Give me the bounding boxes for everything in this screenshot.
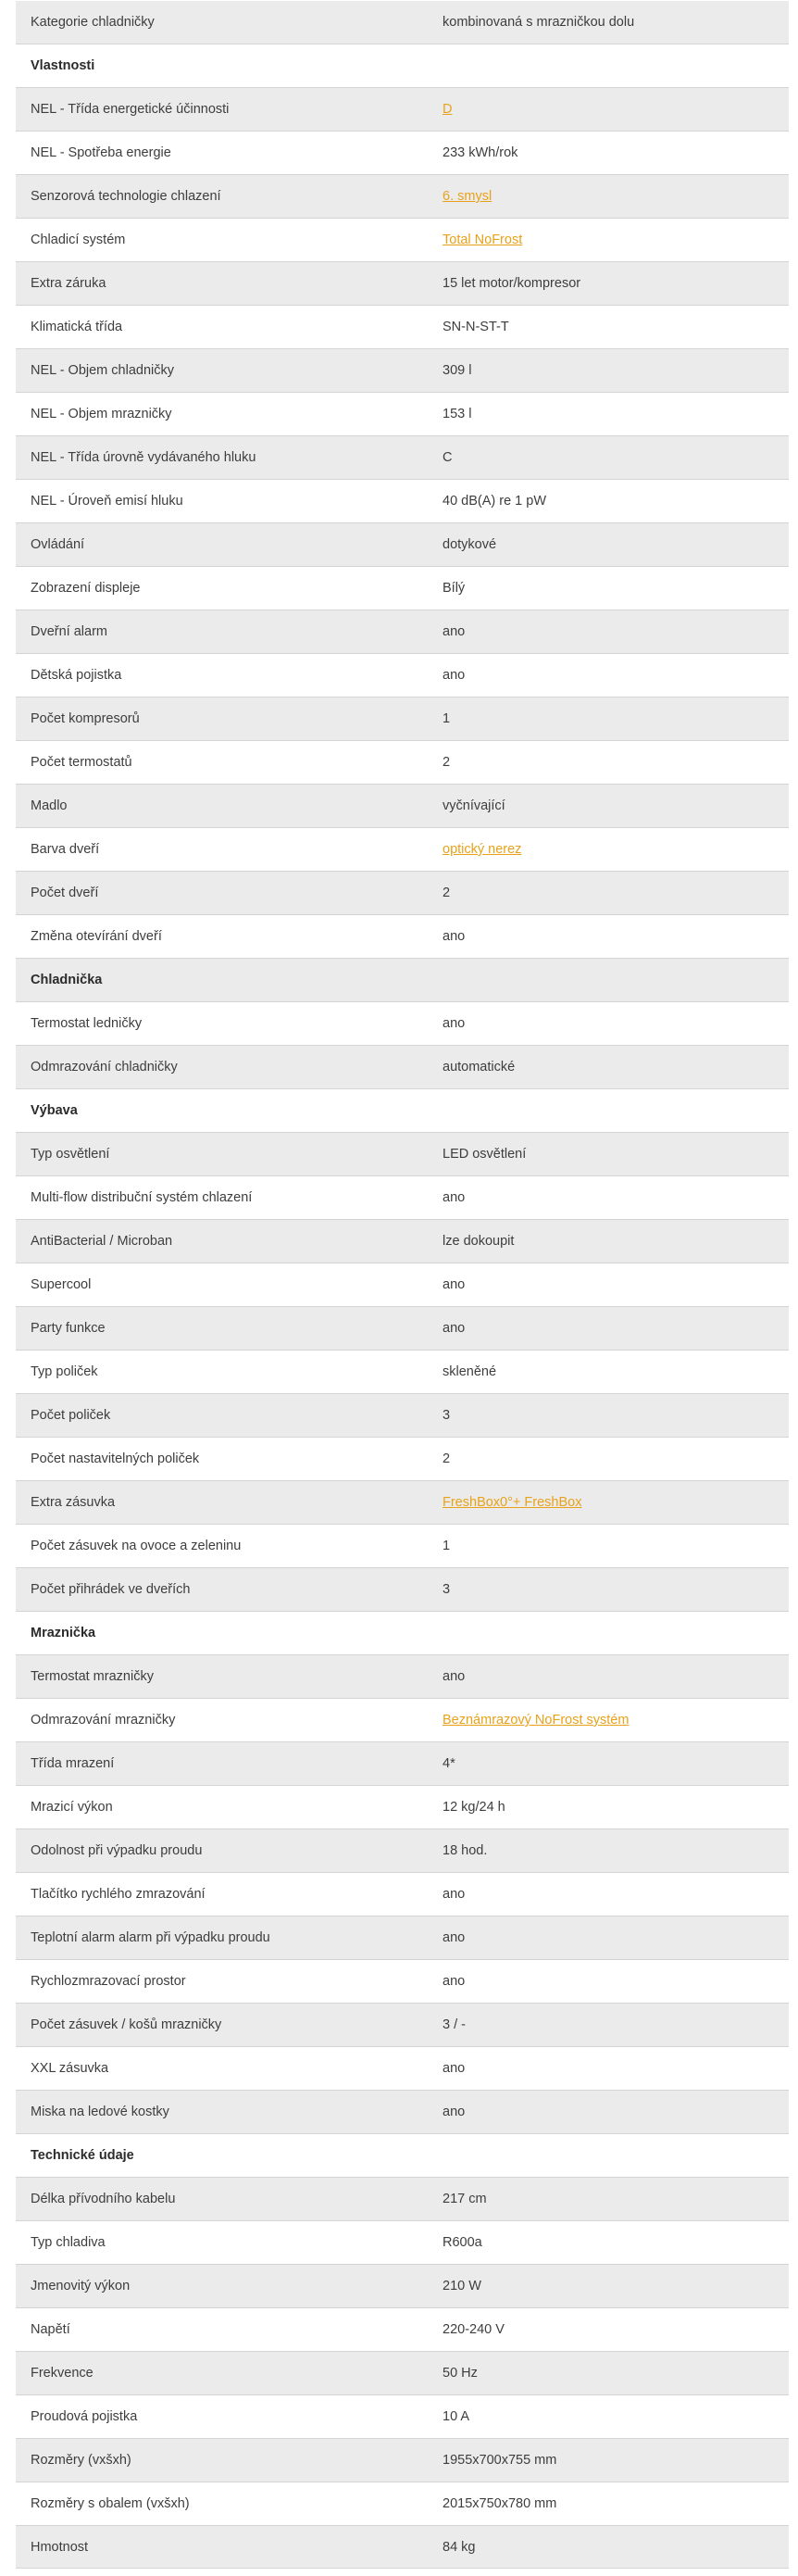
spec-row (16, 1786, 789, 1829)
spec-value: 3 (443, 1582, 451, 1597)
spec-value-link[interactable]: Total NoFrost (443, 232, 523, 247)
spec-label: Počet zásuvek / košů mrazničky (31, 2017, 222, 2032)
spec-label: Mrazicí výkon (31, 1800, 113, 1815)
spec-value-link[interactable]: FreshBox0°+ FreshBox (443, 1495, 582, 1510)
spec-label: Tlačítko rychlého zmrazování (31, 1887, 206, 1902)
spec-label: Typ osvětlení (31, 1147, 110, 1162)
spec-value-cell (443, 320, 789, 334)
spec-value-cell (443, 2061, 789, 2076)
spec-label: Rychlozmrazovací prostor (31, 1974, 186, 1989)
spec-row (16, 1438, 789, 1481)
spec-value-cell (443, 1364, 789, 1379)
spec-value-cell (443, 189, 789, 204)
spec-value: ano (443, 668, 466, 683)
spec-row (16, 1220, 789, 1263)
spec-value: kombinovaná s mrazničkou dolu (443, 15, 635, 30)
spec-value: 210 W (443, 2279, 481, 2293)
spec-row (16, 1655, 789, 1699)
spec-value: ano (443, 1669, 466, 1684)
specification-table (16, 1, 789, 2569)
spec-row (16, 1394, 789, 1438)
section-header (16, 1612, 789, 1655)
spec-value-cell (443, 1234, 789, 1249)
spec-value-cell (443, 494, 789, 509)
spec-row (16, 523, 789, 567)
spec-row (16, 2178, 789, 2221)
spec-value-cell (443, 929, 789, 944)
section-title: Technické údaje (31, 2148, 134, 2163)
spec-value-cell (443, 2105, 789, 2119)
spec-label: NEL - Spotřeba energie (31, 145, 171, 160)
spec-label: Termostat mrazničky (31, 1669, 154, 1684)
spec-value: vyčnívající (443, 798, 505, 813)
spec-value: 1955x700x755 mm (443, 2453, 557, 2468)
spec-value-cell (443, 2322, 789, 2337)
spec-value-cell (443, 624, 789, 639)
spec-value-cell (443, 1451, 789, 1466)
spec-value-cell (443, 2279, 789, 2293)
spec-value: 2 (443, 886, 451, 900)
spec-value-cell (443, 1974, 789, 1989)
spec-label: Třída mrazení (31, 1756, 115, 1771)
spec-label: Odmrazování chladničky (31, 1060, 178, 1074)
spec-label: Party funkce (31, 1321, 106, 1336)
spec-row (16, 132, 789, 175)
spec-label: Počet kompresorů (31, 711, 140, 726)
spec-label: NEL - Objem chladničky (31, 363, 174, 378)
spec-row (16, 741, 789, 785)
spec-row (16, 1525, 789, 1568)
spec-value-cell (443, 1147, 789, 1162)
spec-value-link[interactable]: D (443, 102, 453, 117)
spec-value: lze dokoupit (443, 1234, 515, 1249)
spec-value-cell (443, 711, 789, 726)
spec-label: Odolnost při výpadku proudu (31, 1843, 203, 1858)
spec-value: 220-240 V (443, 2322, 505, 2337)
spec-value-cell (443, 886, 789, 900)
spec-label: Dveřní alarm (31, 624, 107, 639)
spec-label: NEL - Třída úrovně vydávaného hluku (31, 450, 256, 465)
spec-label: Frekvence (31, 2366, 94, 2381)
spec-label: Zobrazení displeje (31, 581, 141, 596)
spec-row (16, 1829, 789, 1873)
spec-value: 2015x750x780 mm (443, 2496, 557, 2511)
spec-value: 18 hod. (443, 1843, 488, 1858)
spec-value-cell (443, 232, 789, 247)
spec-value: ano (443, 1190, 466, 1205)
spec-row (16, 1002, 789, 1046)
spec-row (16, 1481, 789, 1525)
spec-row (16, 1176, 789, 1220)
spec-label: NEL - Úroveň emisí hluku (31, 494, 183, 509)
spec-value: 2 (443, 755, 451, 770)
spec-value-cell (443, 1713, 789, 1728)
spec-value-cell (443, 842, 789, 857)
spec-value-link[interactable]: Beznámrazový NoFrost systém (443, 1713, 630, 1728)
spec-row (16, 2395, 789, 2439)
spec-value: Bílý (443, 581, 466, 596)
spec-value-cell (443, 407, 789, 421)
spec-row (16, 436, 789, 480)
spec-label: Dětská pojistka (31, 668, 122, 683)
spec-row (16, 567, 789, 610)
spec-value-cell (443, 2409, 789, 2424)
section-title: Mraznička (31, 1626, 96, 1640)
spec-value: ano (443, 1930, 466, 1945)
spec-row (16, 1046, 789, 1089)
spec-value-cell (443, 755, 789, 770)
spec-value-cell (443, 1930, 789, 1945)
spec-value-cell (443, 1321, 789, 1336)
spec-label: Extra záruka (31, 276, 106, 291)
spec-label: Počet nastavitelných poliček (31, 1451, 200, 1466)
spec-label: Počet termostatů (31, 755, 132, 770)
spec-value-cell (443, 363, 789, 378)
spec-label: Teplotní alarm alarm při výpadku proudu (31, 1930, 270, 1945)
spec-row (16, 785, 789, 828)
spec-label: Proudová pojistka (31, 2409, 138, 2424)
spec-row (16, 2221, 789, 2265)
section-title: Vlastnosti (31, 58, 95, 73)
spec-value-cell (443, 1495, 789, 1510)
spec-value-cell (443, 2235, 789, 2250)
spec-value: 3 / - (443, 2017, 466, 2032)
spec-row (16, 262, 789, 306)
section-title: Výbava (31, 1103, 78, 1118)
spec-value-cell (443, 276, 789, 291)
spec-label: NEL - Objem mrazničky (31, 407, 172, 421)
spec-value-cell (443, 2192, 789, 2206)
section-header (16, 2134, 789, 2178)
spec-row (16, 1263, 789, 1307)
spec-label: Multi-flow distribuční systém chlazení (31, 1190, 253, 1205)
spec-label: Typ chladiva (31, 2235, 106, 2250)
spec-value: 1 (443, 711, 451, 726)
spec-row (16, 872, 789, 915)
spec-value-cell (443, 1277, 789, 1292)
spec-row (16, 349, 789, 393)
spec-value: ano (443, 1887, 466, 1902)
spec-value: LED osvětlení (443, 1147, 527, 1162)
spec-row (16, 2526, 789, 2569)
spec-value: ano (443, 1277, 466, 1292)
spec-value-link[interactable]: 6. smysl (443, 189, 493, 204)
spec-row (16, 915, 789, 959)
spec-value-cell (443, 1190, 789, 1205)
spec-value: 15 let motor/kompresor (443, 276, 581, 291)
spec-row (16, 697, 789, 741)
spec-value-cell (443, 581, 789, 596)
spec-label: Hmotnost (31, 2539, 89, 2555)
spec-row (16, 1351, 789, 1394)
spec-label: Barva dveří (31, 842, 100, 857)
spec-value-cell (443, 1016, 789, 1031)
spec-row (16, 219, 789, 262)
spec-value-cell (443, 1887, 789, 1902)
spec-value-cell (443, 2017, 789, 2032)
spec-value: 4* (443, 1756, 455, 1771)
spec-label: Kategorie chladničky (31, 15, 155, 30)
section-header (16, 959, 789, 1002)
section-header (16, 1089, 789, 1133)
spec-label: Délka přívodního kabelu (31, 2192, 176, 2206)
spec-row (16, 2352, 789, 2395)
spec-value: 2 (443, 1451, 451, 1466)
spec-value: 1 (443, 1539, 451, 1553)
spec-row (16, 1568, 789, 1612)
section-title: Chladnička (31, 973, 103, 987)
spec-value-cell (443, 2453, 789, 2468)
spec-label: Napětí (31, 2322, 70, 2337)
spec-value: skleněné (443, 1364, 497, 1379)
spec-label: Typ poliček (31, 1364, 98, 1379)
spec-value-cell (443, 1060, 789, 1074)
spec-label: Extra zásuvka (31, 1495, 116, 1510)
spec-value-cell (443, 15, 789, 30)
spec-row (16, 828, 789, 872)
spec-label: Odmrazování mrazničky (31, 1713, 176, 1728)
spec-label: Termostat ledničky (31, 1016, 143, 1031)
spec-value-cell (443, 2496, 789, 2511)
spec-value-link[interactable]: optický nerez (443, 842, 522, 857)
spec-value: ano (443, 1016, 466, 1031)
spec-row (16, 306, 789, 349)
spec-value: ano (443, 1974, 466, 1989)
spec-value: 309 l (443, 363, 472, 378)
spec-row (16, 1916, 789, 1960)
spec-row (16, 480, 789, 523)
spec-value: 10 A (443, 2409, 470, 2424)
spec-value: ano (443, 929, 466, 944)
spec-value-cell (443, 1756, 789, 1771)
spec-row (16, 88, 789, 132)
spec-row (16, 654, 789, 697)
spec-label: Chladicí systém (31, 232, 126, 247)
spec-value-cell (443, 450, 789, 465)
spec-value: 12 kg/24 h (443, 1800, 505, 1815)
spec-row (16, 2482, 789, 2526)
spec-label: NEL - Třída energetické účinnosti (31, 102, 230, 117)
spec-value: automatické (443, 1060, 516, 1074)
spec-value: 40 dB(A) re 1 pW (443, 494, 547, 509)
spec-value: R600a (443, 2235, 482, 2250)
spec-label: Ovládání (31, 537, 85, 552)
spec-value-cell (443, 1843, 789, 1858)
spec-label: Rozměry s obalem (vxšxh) (31, 2496, 190, 2511)
spec-value-cell (443, 2366, 789, 2381)
spec-label: Senzorová technologie chlazení (31, 189, 221, 204)
spec-value-cell (443, 102, 789, 117)
spec-value: ano (443, 1321, 466, 1336)
spec-value: dotykové (443, 537, 497, 552)
spec-row (16, 1133, 789, 1176)
spec-label: Počet přihrádek ve dveřích (31, 1582, 191, 1597)
spec-label: Klimatická třída (31, 320, 123, 334)
spec-label: Miska na ledové kostky (31, 2105, 169, 2119)
spec-value-cell (443, 668, 789, 683)
spec-value: SN-N-ST-T (443, 320, 509, 334)
spec-row (16, 1873, 789, 1916)
spec-row (16, 2439, 789, 2482)
spec-label: Jmenovitý výkon (31, 2279, 131, 2293)
spec-value: 3 (443, 1408, 451, 1423)
spec-row (16, 610, 789, 654)
spec-label: Počet poliček (31, 1408, 111, 1423)
spec-row (16, 2265, 789, 2308)
spec-row (16, 1, 789, 44)
spec-row (16, 2004, 789, 2047)
spec-value-cell (443, 1582, 789, 1597)
spec-value: 217 cm (443, 2192, 487, 2206)
spec-row (16, 175, 789, 219)
spec-value-cell (443, 2540, 789, 2555)
spec-label: Počet dveří (31, 886, 99, 900)
spec-value: 153 l (443, 407, 472, 421)
spec-row (16, 1960, 789, 2004)
spec-label: XXL zásuvka (31, 2061, 109, 2076)
spec-label: Rozměry (vxšxh) (31, 2453, 131, 2468)
spec-label: Madlo (31, 798, 68, 813)
section-header (16, 44, 789, 88)
spec-label: AntiBacterial / Microban (31, 1234, 173, 1249)
spec-value-cell (443, 1669, 789, 1684)
spec-label: Počet zásuvek na ovoce a zeleninu (31, 1539, 242, 1553)
spec-row (16, 1742, 789, 1786)
spec-label: Změna otevírání dveří (31, 929, 162, 944)
spec-value-cell (443, 145, 789, 160)
spec-value-cell (443, 537, 789, 552)
spec-value: 233 kWh/rok (443, 145, 518, 160)
spec-row (16, 2091, 789, 2134)
spec-row (16, 1307, 789, 1351)
spec-value-cell (443, 1408, 789, 1423)
spec-label: Supercool (31, 1277, 92, 1292)
spec-value: C (443, 450, 453, 465)
spec-row (16, 2308, 789, 2352)
spec-value: 84 kg (443, 2539, 476, 2555)
spec-value: ano (443, 624, 466, 639)
spec-value: ano (443, 2061, 466, 2076)
spec-row (16, 1699, 789, 1742)
spec-row (16, 2047, 789, 2091)
spec-value-cell (443, 798, 789, 813)
spec-value-cell (443, 1800, 789, 1815)
spec-value-cell (443, 1539, 789, 1553)
spec-value: 50 Hz (443, 2366, 478, 2381)
spec-value: ano (443, 2105, 466, 2119)
spec-row (16, 393, 789, 436)
